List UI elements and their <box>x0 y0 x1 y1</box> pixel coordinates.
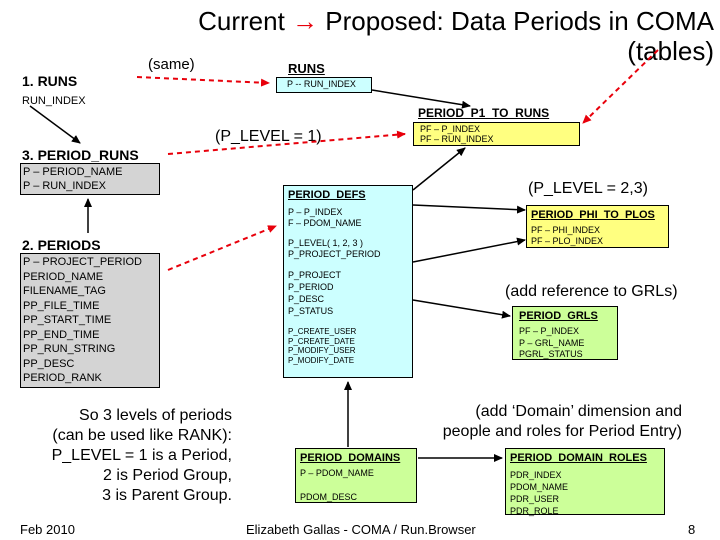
runs-new-fields: P -- RUN_INDEX <box>287 79 356 89</box>
footer-date: Feb 2010 <box>20 522 75 537</box>
period-grls-fields: PF – P_INDEX P – GRL_NAME PGRL_STATUS <box>519 326 585 359</box>
runs-index-label: RUN_INDEX <box>22 95 86 107</box>
period-runs-label: 3. PERIOD_RUNS <box>22 147 139 163</box>
periods-fields: P – PROJECT_PERIOD PERIOD_NAME FILENAME_TAG PP_FILE_TIME PP_START_TIME PP_END_TIME PP_RUN_STRING PP_DESC PERIOD_RANK <box>23 256 142 384</box>
right-arrow-icon: → <box>292 6 319 36</box>
period-defs-project: P_PROJECT P_PERIOD P_DESC P_STATUS <box>288 270 342 316</box>
runs-to-period-runs-arrow <box>30 106 80 143</box>
period-domain-roles-label: PERIOD_DOMAIN_ROLES <box>510 452 647 464</box>
title-proposed: Proposed: Data Periods in COMA <box>318 6 714 36</box>
note-line-1: So 3 levels of periods <box>79 407 232 424</box>
note-line-4: 2 is Period Group, <box>103 467 232 484</box>
add-domain-line-1: (add ‘Domain’ dimension and <box>475 403 682 420</box>
same-arrow <box>137 77 269 83</box>
plevel23-label: (P_LEVEL = 2,3) <box>528 180 648 197</box>
title-tables: (tables) <box>627 36 714 66</box>
period-domains-desc: PDOM_DESC <box>300 492 358 502</box>
title-current: Current <box>198 6 293 36</box>
period-phi-to-plos-fields: PF – PHI_INDEX PF – PLO_INDEX <box>531 225 604 246</box>
plevel1-label: (P_LEVEL = 1) <box>215 128 322 145</box>
period-defs-audit: P_CREATE_USER P_CREATE_DATE P_MODIFY_USER P_MODIFY_DATE <box>288 327 357 365</box>
tables-arrow <box>583 50 658 123</box>
period-domains-label: PERIOD_DOMAINS <box>300 452 401 464</box>
period-p1-to-runs-fields: PF – P_INDEX PF – RUN_INDEX <box>420 124 494 144</box>
periods-label: 2. PERIODS <box>22 237 101 253</box>
footer-page-number: 8 <box>688 522 696 537</box>
defs-to-grls-arrow <box>413 300 510 316</box>
period-phi-to-plos-label: PERIOD_PHI_TO_PLOS <box>531 209 655 221</box>
note-line-5: 3 is Parent Group. <box>102 487 232 504</box>
runs-new-label: RUNS <box>288 61 325 76</box>
note-line-2: (can be used like RANK): <box>52 427 232 444</box>
period-domains-key: P – PDOM_NAME <box>300 468 374 478</box>
period-p1-to-runs-label: PERIOD_P1_TO_RUNS <box>418 106 550 120</box>
period-runs-fields: P – PERIOD_NAME P – RUN_INDEX <box>23 166 123 192</box>
add-domain-line-2: people and roles for Period Entry) <box>442 423 682 440</box>
defs-to-phi-arrow-1 <box>413 205 525 210</box>
period-defs-keys: P – P_INDEX F – PDOM_NAME <box>288 207 362 228</box>
defs-to-phi-arrow-2 <box>413 240 525 262</box>
period-defs-level: P_LEVEL( 1, 2, 3 ) P_PROJECT_PERIOD <box>288 238 381 259</box>
period-defs-label: PERIOD_DEFS <box>288 189 366 201</box>
runs-label: 1. RUNS <box>22 73 78 89</box>
runs-to-p1-arrow <box>372 90 470 106</box>
defs-to-p1-arrow <box>413 148 465 190</box>
note-line-3: P_LEVEL = 1 is a Period, <box>51 447 232 464</box>
plevel1-arrow <box>168 134 405 154</box>
add-reference-label: (add reference to GRLs) <box>505 283 678 300</box>
period-domain-roles-fields: PDR_INDEX PDOM_NAME PDR_USER PDR_ROLE <box>510 470 569 516</box>
plevel23-arrow <box>168 226 276 270</box>
period-grls-label: PERIOD_GRLS <box>519 310 598 322</box>
footer-author: Elizabeth Gallas - COMA / Run.Browser <box>246 522 476 537</box>
same-label: (same) <box>148 56 195 73</box>
